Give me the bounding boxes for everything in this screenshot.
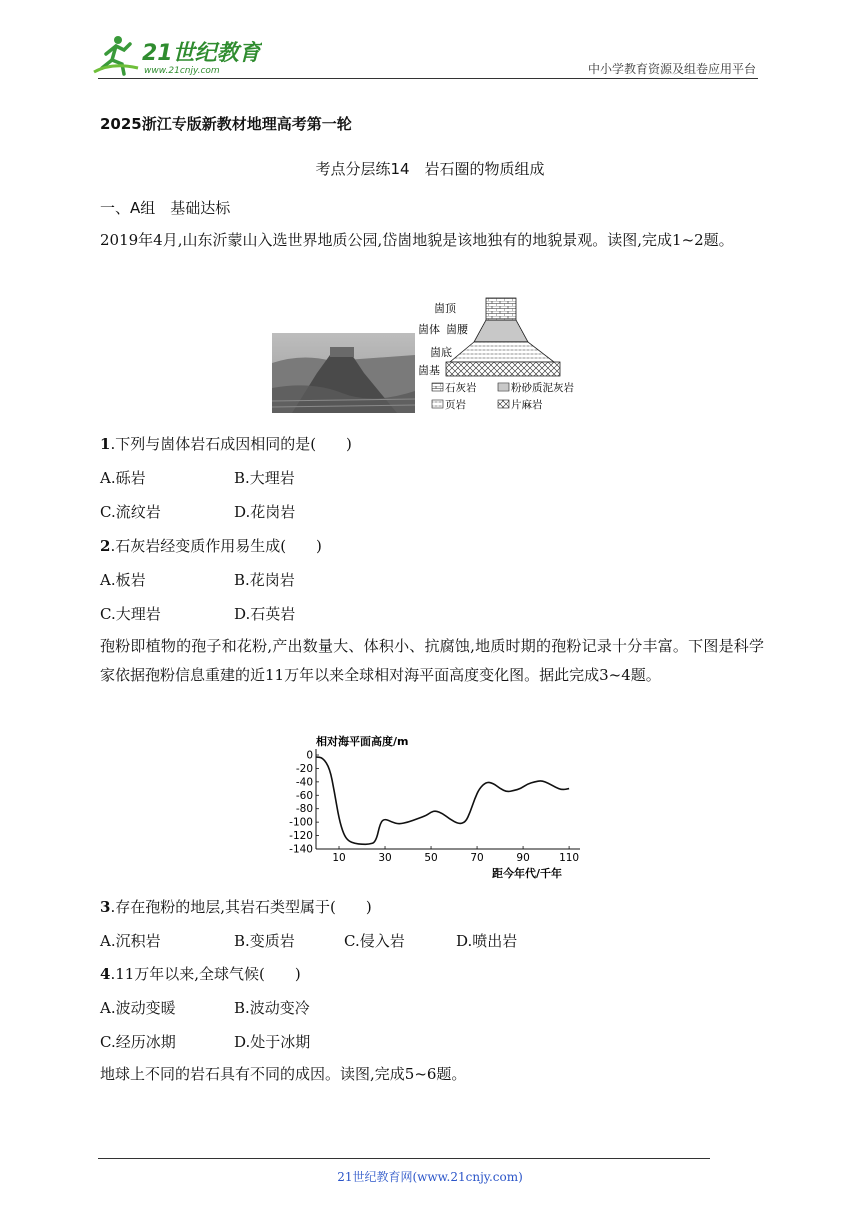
platform-name: 中小学教育资源及组卷应用平台 (587, 62, 756, 76)
chart-ticks (289, 750, 579, 865)
legend-shale: 页岩 (445, 399, 466, 411)
intro-paragraph-3: 地球上不同的岩石具有不同的成因。读图,完成5~6题。 (100, 1065, 467, 1083)
x-tick-label: 10 (332, 852, 346, 864)
footer-link[interactable]: 21世纪教育网(www.21cnjy.com) (337, 1170, 523, 1184)
y-tick-label: -120 (289, 830, 313, 843)
mountain-photo (272, 333, 415, 413)
question-3: 3.存在孢粉的地层,其岩石类型属于( ) (100, 898, 372, 916)
legend-marl: 粉砂质泥灰岩 (511, 382, 574, 394)
y-tick-label: -100 (289, 816, 313, 829)
document-title: 2025浙江专版新教材地理高考第一轮 (100, 115, 352, 133)
y-tick-label: 0 (306, 749, 313, 762)
q4-option-a[interactable]: A.波动变暖 (100, 999, 176, 1017)
question-4: 4.11万年以来,全球气候( ) (100, 965, 301, 983)
q3-option-a[interactable]: A.沉积岩 (100, 932, 161, 950)
x-tick-label: 90 (516, 852, 530, 864)
chart-ylabel: 相对海平面高度/m (316, 735, 409, 748)
sea-level-chart (272, 733, 592, 881)
question-2: 2.石灰岩经变质作用易生成( ) (100, 537, 322, 555)
label-bottom: 崮底 (430, 346, 452, 359)
y-tick-label: -140 (289, 843, 313, 856)
question-1: 1.下列与崮体岩石成因相同的是( ) (100, 435, 352, 453)
x-tick-label: 70 (470, 852, 484, 864)
label-cap: 崮顶 (434, 302, 456, 315)
label-base: 崮基 (418, 364, 440, 377)
q3-option-d[interactable]: D.喷出岩 (456, 932, 518, 950)
site-logo (92, 32, 262, 78)
footer-divider (98, 1158, 710, 1159)
group-heading: 一、A组 基础达标 (100, 199, 231, 217)
q2-option-c[interactable]: C.大理岩 (100, 605, 161, 623)
x-tick-label: 50 (424, 852, 438, 864)
q3-option-c[interactable]: C.侵入岩 (344, 932, 405, 950)
legend-limestone: 石灰岩 (445, 382, 477, 394)
intro-paragraph-2: 孢粉即植物的孢子和花粉,产出数量大、体积小、抗腐蚀,地质时期的孢粉记录十分丰富。下图是科学家依据孢粉信息重建的近11万年以来全球相对海平面高度变化图。据此完成3~4题。 (100, 637, 764, 684)
q1-option-b[interactable]: B.大理岩 (234, 469, 295, 487)
q2-option-d[interactable]: D.石英岩 (234, 605, 296, 623)
q4-option-d[interactable]: D.处于冰期 (234, 1033, 311, 1051)
legend-gneiss: 片麻岩 (511, 399, 543, 411)
chart-xlabel: 距今年代/千年 (492, 867, 563, 880)
section-subtitle: 考点分层练14 岩石圈的物质组成 (315, 160, 545, 178)
sea-level-series-line (316, 757, 569, 844)
daigu-strata-diagram (416, 296, 596, 416)
label-body: 崮体 (418, 323, 440, 336)
y-tick-label: -60 (295, 789, 313, 802)
q4-option-c[interactable]: C.经历冰期 (100, 1033, 176, 1051)
q2-option-b[interactable]: B.花岗岩 (234, 571, 295, 589)
x-tick-label: 30 (378, 852, 392, 864)
q2-option-a[interactable]: A.板岩 (100, 571, 146, 589)
q3-option-b[interactable]: B.变质岩 (234, 932, 295, 950)
q1-option-a[interactable]: A.砾岩 (100, 469, 146, 487)
y-tick-label: -40 (295, 776, 313, 789)
y-tick-label: -20 (295, 762, 313, 775)
header-divider (98, 78, 758, 79)
logo-url-text: www.21cnjy.com (144, 66, 220, 76)
x-tick-label: 110 (559, 852, 580, 864)
chart-axes (316, 749, 580, 849)
y-tick-label: -80 (295, 803, 313, 816)
q1-option-c[interactable]: C.流纹岩 (100, 503, 161, 521)
label-waist: 崮腰 (446, 323, 468, 336)
runner-icon (94, 36, 138, 74)
intro-paragraph-1: 2019年4月,山东沂蒙山入选世界地质公园,岱崮地貌是该地独有的地貌景观。读图,完成1~2题。 (100, 231, 734, 249)
q1-option-d[interactable]: D.花岗岩 (234, 503, 296, 521)
q4-option-b[interactable]: B.波动变冷 (234, 999, 310, 1017)
logo-main-text: 21世纪教育 (142, 41, 261, 66)
